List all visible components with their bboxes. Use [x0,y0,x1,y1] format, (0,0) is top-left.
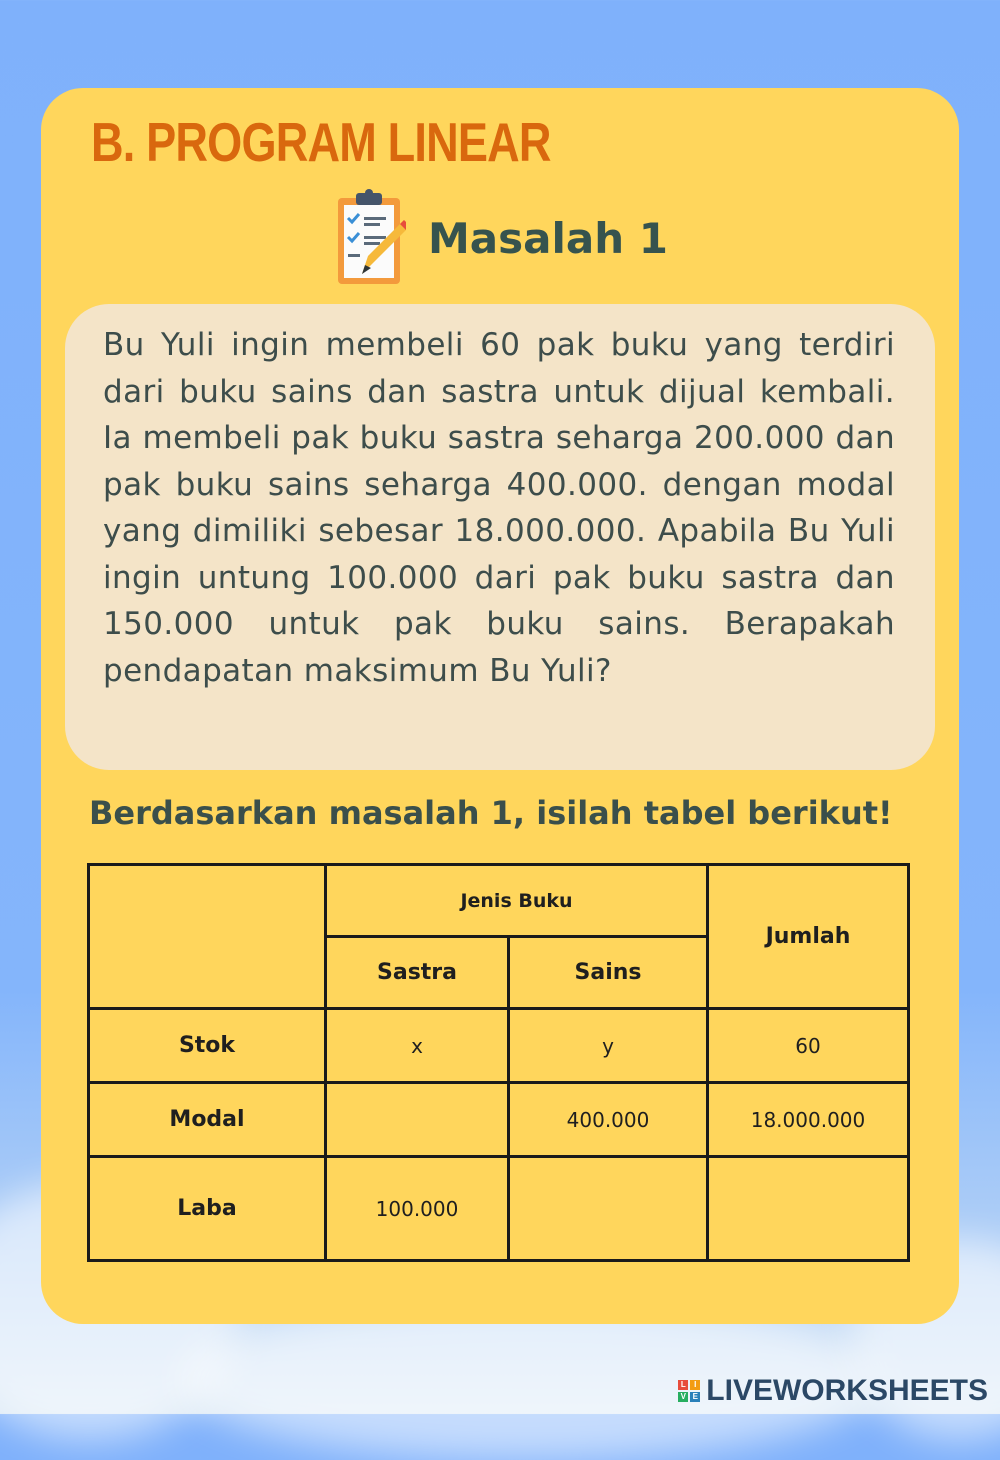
table-corner-cell [89,865,326,1009]
modal-sastra-input[interactable] [326,1083,509,1157]
problem-heading [334,188,668,288]
modal-sains-cell: 400.000 [509,1083,708,1157]
table-row [89,1009,909,1083]
sains-header: Sains [509,937,708,1009]
row-label: Stok [89,1009,326,1083]
table-row [89,1083,909,1157]
laba-sains-input[interactable] [509,1157,708,1261]
table-row [89,1157,909,1261]
liveworksheets-logo-icon [678,1380,700,1402]
jenis-buku-header: Jenis Buku [326,865,708,937]
row-label: Modal [89,1083,326,1157]
logo-letter: I [690,1380,700,1390]
modal-jumlah-cell: 18.000.000 [708,1083,909,1157]
row-label: Laba [89,1157,326,1261]
logo-letter: E [690,1392,700,1402]
answer-table [87,863,910,1262]
sastra-header: Sastra [326,937,509,1009]
problem-title: Masalah 1 [428,213,668,263]
liveworksheets-watermark [678,1374,988,1408]
table-header-row [89,865,909,937]
stok-sains-cell: y [509,1009,708,1083]
laba-jumlah-input[interactable] [708,1157,909,1261]
logo-letter: V [678,1392,688,1402]
stok-jumlah-cell: 60 [708,1009,909,1083]
stok-sastra-cell: x [326,1009,509,1083]
jumlah-header: Jumlah [708,865,909,1009]
problem-box [65,304,935,770]
section-title: B. PROGRAM LINEAR [91,111,551,173]
clipboard-pencil-icon [334,188,406,288]
problem-text: Bu Yuli ingin membeli 60 pak buku yang terdiri dari buku sains dan sastra untuk dijual kembali. Ia membeli pak buku sastra seharga 200.000 dan pak buku sains seharga 400.000. dengan modal yang dimiliki sebesar 18.000.000. Apabila Bu Yuli ingin untung 100.000 dari pak buku sastra dan 150.000 untuk pak buku sains. Berapakah pendapatan maksimum Bu Yuli? [103,327,895,689]
watermark-text: LIVEWORKSHEETS [706,1374,988,1407]
worksheet-card [41,88,959,1324]
logo-letter: L [678,1380,688,1390]
instruction-text: Berdasarkan masalah 1, isilah tabel berikut! [89,794,893,832]
laba-sastra-cell: 100.000 [326,1157,509,1261]
